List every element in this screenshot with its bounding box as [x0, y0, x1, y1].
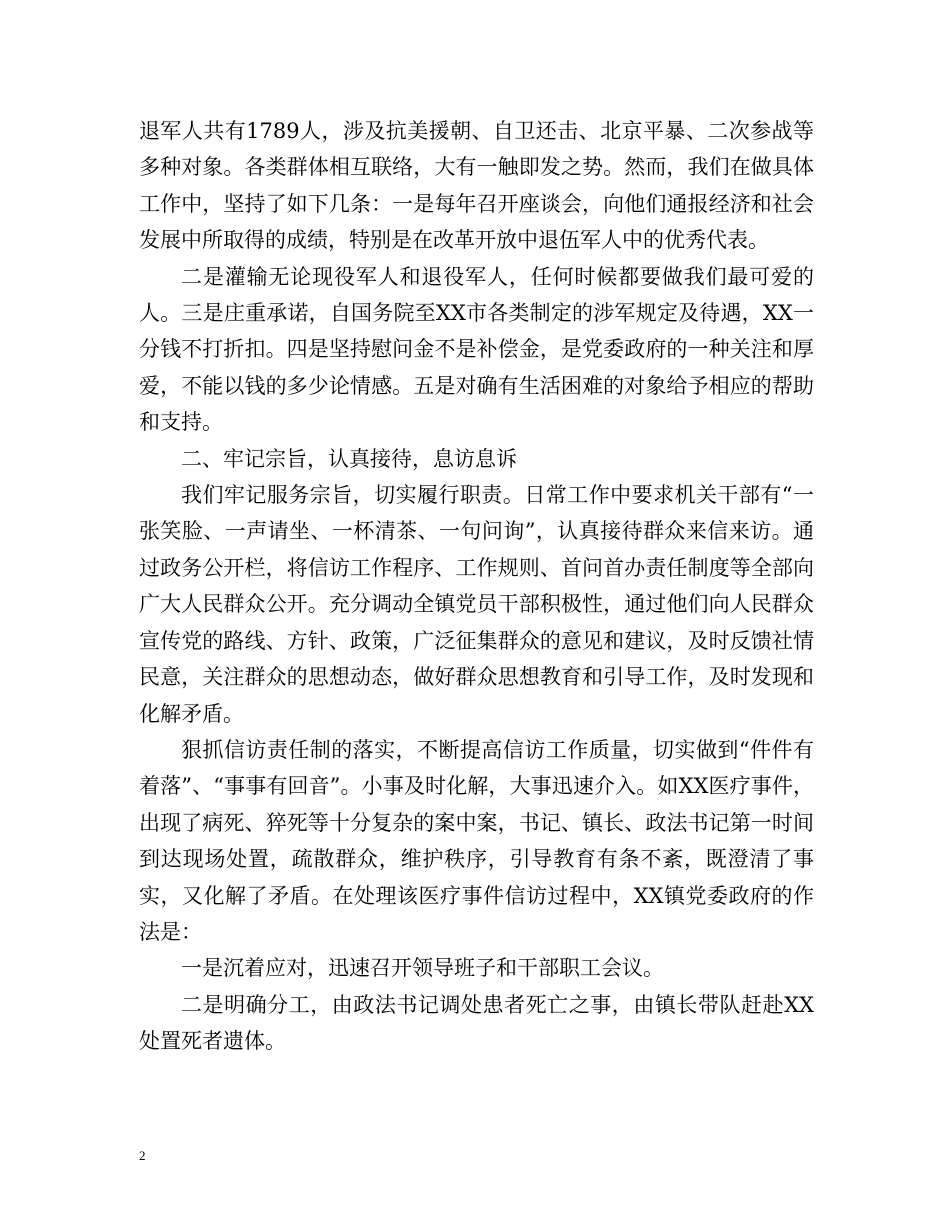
paragraph-commitments: 二是灌输无论现役军人和退役军人，任何时候都要做我们最可爱的人。三是庄重承诺，自国务院至XX市各类制定的涉军规定及待遇，XX一分钱不打折扣。四是坚持慰问金不是补偿金，是党委政府的一种关注和厚爱，不能以钱的多少论情感。五是对确有生活困难的对象给予相应的帮助和支持。 — [139, 264, 814, 435]
paragraph-responsibility-system: 狠抓信访责任制的落实，不断提高信访工作质量，切实做到“件件有着落”、“事事有回音”。小事及时化解，大事迅速介入。如XX医疗事件，出现了病死、猝死等十分复杂的案中案，书记、镇长、政法书记第一时间到达现场处置，疏散群众，维护秩序，引导教育有条不紊，既澄清了事实，又化解了矛盾。在处理该医疗事件信访过程中，XX镇党委政府的作法是： — [139, 737, 814, 944]
paragraph-veterans-continued: 退军人共有1789人，涉及抗美援朝、自卫还击、北京平暴、二次参战等多种对象。各类群体相互联络，大有一触即发之势。然而，我们在做具体工作中，坚持了如下几条：一是每年召开座谈会，向他们通报经济和社会发展中所取得的成绩，特别是在改革开放中退伍军人中的优秀代表。 — [139, 119, 814, 253]
document-body — [139, 113, 814, 1060]
page-number: 2 — [139, 1148, 146, 1163]
paragraph-step-two: 二是明确分工，由政法书记调处患者死亡之事，由镇长带队赶赴XX处置死者遗体。 — [139, 992, 814, 1054]
section-heading-petition-reception: 二、牢记宗旨，认真接待，息访息诉 — [181, 446, 517, 471]
paragraph-step-one: 一是沉着应对，迅速召开领导班子和干部职工会议。 — [181, 956, 664, 981]
paragraph-service-purpose: 我们牢记服务宗旨，切实履行职责。日常工作中要求机关干部有“一张笑脸、一声请坐、一杯清茶、一句问询”，认真接待群众来信来访。通过政务公开栏，将信访工作程序、工作规则、首问首办责任制度等全部向广大人民群众公开。充分调动全镇党员干部积极性，通过他们向人民群众宣传党的路线、方针、政策，广泛征集群众的意见和建议，及时反馈社情民意，关注群众的思想动态，做好群众思想教育和引导工作，及时发现和化解矛盾。 — [139, 483, 814, 726]
